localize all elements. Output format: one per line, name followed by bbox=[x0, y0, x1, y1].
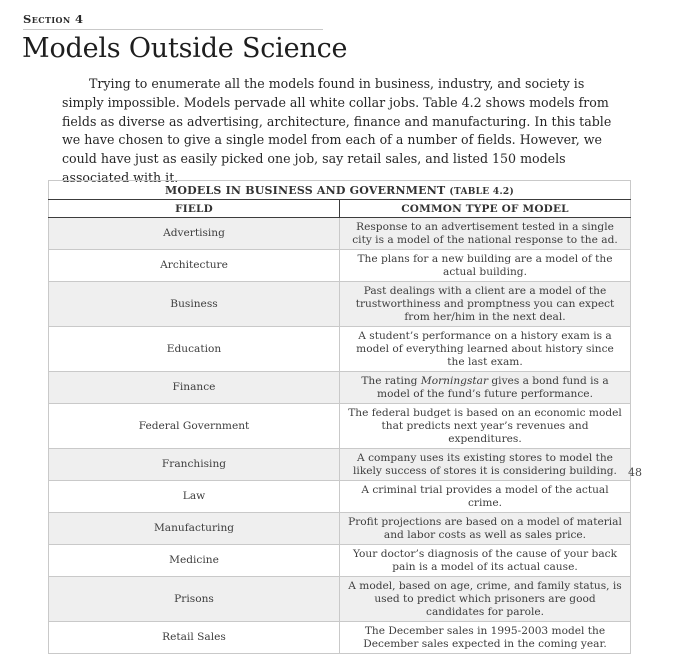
model-cell: Profit projections are based on a model of material and labor costs as well as sales price. bbox=[340, 513, 631, 545]
model-cell: A student’s performance on a history exam is a model of everything learned about history since the last exam. bbox=[340, 327, 631, 372]
table-row-franchising bbox=[49, 449, 631, 481]
column-header-field: FIELD bbox=[49, 200, 340, 218]
table-row-finance bbox=[49, 372, 631, 404]
field-cell: Medicine bbox=[49, 545, 340, 577]
table-row-medicine bbox=[49, 545, 631, 577]
field-cell: Franchising bbox=[49, 449, 340, 481]
field-cell: Federal Government bbox=[49, 404, 340, 449]
field-cell: Architecture bbox=[49, 250, 340, 282]
body-paragraph: Trying to enumerate all the models found in business, industry, and society is simply impossible. Models pervade all white collar jobs. Table 4.2 shows models from fields as diverse as advertising, architecture, finance and manufacturing. In this table we have chosen to give a single model from each of a number of fields. However, we could have just as easily picked one job, say retail sales, and listed 150 models associated with it. bbox=[62, 76, 612, 185]
table-title bbox=[49, 181, 631, 200]
model-cell: A company uses its existing stores to model the likely success of stores it is considering building. bbox=[340, 449, 631, 481]
section-rule-divider bbox=[23, 29, 323, 30]
model-cell: The plans for a new building are a model of the actual building. bbox=[340, 250, 631, 282]
table-column-header-row bbox=[49, 200, 631, 218]
model-text-italic: Morningstar bbox=[420, 374, 489, 387]
section-label: Section 4 bbox=[23, 12, 84, 26]
model-cell: Past dealings with a client are a model of the trustworthiness and promptness you can expect from her/him in the next deal. bbox=[340, 282, 631, 327]
model-text-suffix: gives a bond fund is a model of the fund’s future performance. bbox=[377, 374, 609, 400]
field-cell: Law bbox=[49, 481, 340, 513]
model-cell: Response to an advertisement tested in a single city is a model of the national response to the ad. bbox=[340, 218, 631, 250]
page-number: 48 bbox=[628, 466, 642, 479]
field-cell: Education bbox=[49, 327, 340, 372]
column-header-model: COMMON TYPE OF MODEL bbox=[340, 200, 631, 218]
field-cell: Business bbox=[49, 282, 340, 327]
model-cell: A criminal trial provides a model of the actual crime. bbox=[340, 481, 631, 513]
table-title-text: MODELS IN BUSINESS AND GOVERNMENT bbox=[165, 184, 446, 197]
table-row-architecture bbox=[49, 250, 631, 282]
table-row-law bbox=[49, 481, 631, 513]
field-cell: Prisons bbox=[49, 577, 340, 622]
table-row-business bbox=[49, 282, 631, 327]
model-cell: The December sales in 1995-2003 model the December sales expected in the coming year. bbox=[340, 622, 631, 654]
model-cell bbox=[340, 372, 631, 404]
table-row-federal-government bbox=[49, 404, 631, 449]
table-title-row bbox=[49, 181, 631, 200]
model-text-prefix: The rating bbox=[361, 374, 421, 387]
table-row-education bbox=[49, 327, 631, 372]
table-title-suffix: (TABLE 4.2) bbox=[449, 187, 514, 197]
field-cell: Advertising bbox=[49, 218, 340, 250]
field-cell: Retail Sales bbox=[49, 622, 340, 654]
model-cell: The federal budget is based on an economic model that predicts next year’s revenues and expenditures. bbox=[340, 404, 631, 449]
models-table bbox=[48, 180, 631, 654]
table-row-manufacturing bbox=[49, 513, 631, 545]
table-row-prisons bbox=[49, 577, 631, 622]
table-row-retail-sales bbox=[49, 622, 631, 654]
model-cell: A model, based on age, crime, and family status, is used to predict which prisoners are good candidates for parole. bbox=[340, 577, 631, 622]
model-cell: Your doctor’s diagnosis of the cause of your back pain is a model of its actual cause. bbox=[340, 545, 631, 577]
field-cell: Manufacturing bbox=[49, 513, 340, 545]
page-title: Models Outside Science bbox=[22, 33, 348, 64]
table-row-advertising bbox=[49, 218, 631, 250]
field-cell: Finance bbox=[49, 372, 340, 404]
